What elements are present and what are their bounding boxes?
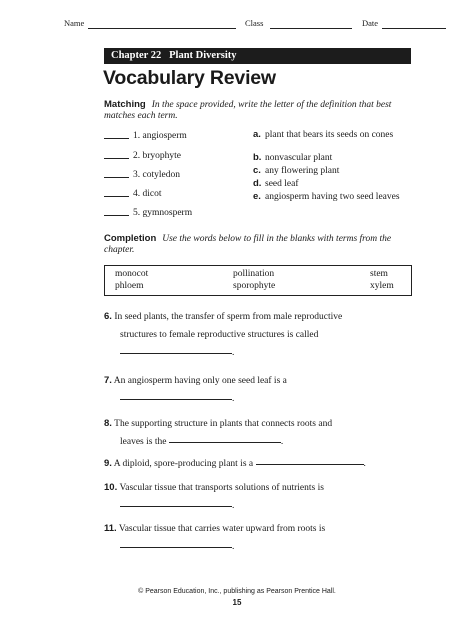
word-bank-item: stem xyxy=(370,269,388,279)
question-6-line2 xyxy=(120,329,318,341)
term-number: 1. xyxy=(133,131,141,141)
term-text: angiosperm xyxy=(142,131,187,141)
definition-item xyxy=(253,153,418,164)
question-11-answer: . xyxy=(120,541,234,553)
question-6-answer: . xyxy=(120,347,234,359)
term-number: 3. xyxy=(133,170,141,180)
answer-blank[interactable] xyxy=(104,169,129,178)
definition-item xyxy=(253,166,418,177)
question-text: Vascular tissue that carries water upward from roots is xyxy=(118,524,326,534)
copyright-footer: © Pearson Education, Inc., publishing as Pearson Prentice Hall. xyxy=(138,588,336,595)
question-text: An angiosperm having only one seed leaf is a xyxy=(113,376,287,386)
definition-text: plant that bears its seeds on cones xyxy=(265,130,394,140)
answer-blank[interactable] xyxy=(104,188,129,197)
question-text: leaves is the xyxy=(120,437,167,447)
question-11 xyxy=(104,523,424,535)
page-number: 15 xyxy=(232,598,242,607)
answer-blank[interactable] xyxy=(120,506,232,507)
page-title: Vocabulary Review xyxy=(103,67,276,89)
question-number: 10. xyxy=(104,482,118,493)
word-bank-item: phloem xyxy=(115,281,144,291)
term-item xyxy=(104,169,180,181)
definition-text: seed leaf xyxy=(265,179,299,189)
definition-item xyxy=(253,192,418,203)
question-8-line2: leaves is the . xyxy=(120,437,284,447)
word-bank-item: xylem xyxy=(370,281,394,291)
term-item xyxy=(104,188,162,200)
question-6 xyxy=(104,311,424,323)
question-number: 9. xyxy=(104,458,112,469)
definition-letter: e. xyxy=(253,191,261,202)
definition-letter: c. xyxy=(253,165,261,176)
name-field[interactable] xyxy=(88,28,236,29)
term-text: bryophyte xyxy=(142,151,182,161)
term-item xyxy=(104,207,192,219)
answer-blank[interactable] xyxy=(120,399,232,400)
answer-blank[interactable] xyxy=(120,353,232,354)
question-number: 11. xyxy=(104,523,117,534)
completion-instructions xyxy=(104,233,414,256)
word-bank-item: pollination xyxy=(233,269,275,279)
question-7-answer: . xyxy=(120,393,234,405)
class-field[interactable] xyxy=(270,28,352,29)
matching-instructions xyxy=(104,99,414,122)
definition-text: nonvascular plant xyxy=(265,153,333,163)
definition-letter: d. xyxy=(253,178,262,189)
term-number: 4. xyxy=(133,189,141,199)
term-text: gymnosperm xyxy=(142,208,193,218)
chapter-number: Chapter 22 xyxy=(111,50,162,61)
question-10-answer: . xyxy=(120,500,234,512)
question-number: 8. xyxy=(104,418,112,429)
question-9: 9. A diploid, spore-producing plant is a . xyxy=(104,458,366,469)
question-number: 6. xyxy=(104,311,112,322)
date-field[interactable] xyxy=(382,28,446,29)
answer-blank[interactable] xyxy=(169,442,281,443)
question-7 xyxy=(104,375,424,387)
completion-instructions-text: Use the words below to fill in the blanks with terms from the chapter. xyxy=(104,234,392,255)
definition-item xyxy=(253,179,418,190)
question-text: A diploid, spore-producing plant is a xyxy=(113,459,254,469)
term-text: cotyledon xyxy=(142,170,180,180)
question-8 xyxy=(104,418,424,430)
term-item xyxy=(104,150,181,162)
chapter-banner xyxy=(104,48,411,64)
date-label: Date xyxy=(362,18,379,28)
word-bank xyxy=(104,265,412,296)
answer-blank[interactable] xyxy=(104,207,129,216)
term-number: 5. xyxy=(133,208,141,218)
term-item xyxy=(104,130,187,142)
completion-lead: Completion xyxy=(104,233,157,244)
answer-blank[interactable] xyxy=(256,464,364,465)
term-number: 2. xyxy=(133,151,141,161)
answer-blank[interactable] xyxy=(120,547,232,548)
word-bank-item: monocot xyxy=(115,269,149,279)
question-number: 7. xyxy=(104,375,112,386)
word-bank-item: sporophyte xyxy=(233,281,276,291)
definition-text: angiosperm having two seed leaves xyxy=(265,192,400,202)
answer-blank[interactable] xyxy=(104,130,129,139)
term-text: dicot xyxy=(142,189,162,199)
question-text: In seed plants, the transfer of sperm from male reproductive xyxy=(114,312,343,322)
definition-text: any flowering plant xyxy=(265,166,340,176)
answer-blank[interactable] xyxy=(104,150,129,159)
definition-letter: b. xyxy=(253,152,262,163)
definition-letter: a. xyxy=(253,129,261,140)
question-text: The supporting structure in plants that connects roots and xyxy=(114,419,333,429)
chapter-title: Plant Diversity xyxy=(169,50,237,61)
class-label: Class xyxy=(245,18,264,28)
question-text: structures to female reproductive structures is called xyxy=(120,330,319,340)
matching-lead: Matching xyxy=(104,99,146,110)
question-text: Vascular tissue that transports solutions of nutrients is xyxy=(119,483,324,493)
name-label: Name xyxy=(64,18,85,28)
definition-item xyxy=(253,130,418,141)
matching-instructions-text: In the space provided, write the letter of the definition that best matches each term. xyxy=(104,100,392,121)
question-10 xyxy=(104,482,424,494)
